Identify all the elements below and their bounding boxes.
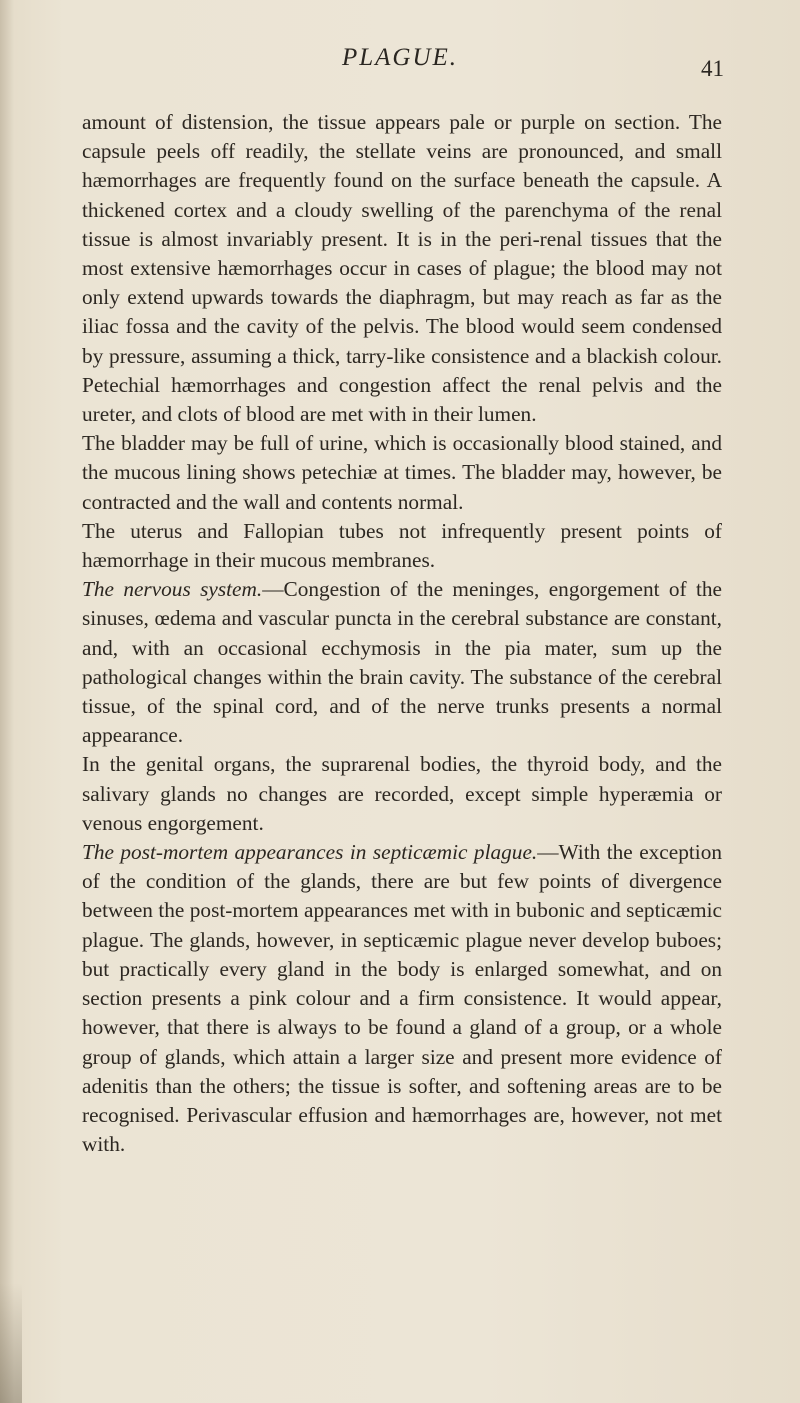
page-edge-shadow — [0, 0, 14, 1403]
paragraph — [82, 429, 722, 517]
paragraph-text: The uterus and Fallopian tubes not infrequently present points of hæmorrhage in their mucous membranes. — [82, 518, 722, 573]
paragraph-text: —Congestion of the meninges, engorgement of the sinuses, œdema and vascular puncta in the cerebral substance are constant, and, with an occasional ecchymosis in the pia mater, sum up the pathological changes within the brain cavity. The substance of the cerebral tissue, of the spinal cord, and of the nerve trunks presents a normal appearance. — [82, 577, 723, 748]
section-title: The post-mortem appearances in septicæmic plague. — [82, 840, 538, 865]
paragraph — [82, 517, 722, 575]
page-number: 41 — [701, 56, 724, 81]
paragraph-text: —With the exception of the condition of the glands, there are but few points of divergence between the post-mortem appearances met with in bubonic and septicæmic plague. The glands, however, in septicæmic plague never develop buboes; but practically every gland in the body is enlarged somewhat, and on section presents a pink colour and a firm consistence. It would appear, however, that there is always to be found a gland of a group, or a whole group of glands, which attain a larger size and present more evidence of adenitis than the others; the tissue is softer, and softening areas are to be recognised. Perivascular effusion and hæmorrhages are, however, not met with. — [82, 840, 722, 1157]
paragraph-text: The bladder may be full of urine, which is occasionally blood stained, and the mucous lining shows petechiæ at times. The bladder may, however, be contracted and the wall and contents normal. — [82, 431, 722, 514]
body-text — [82, 108, 722, 1159]
paragraph-text: amount of distension, the tissue appears pale or purple on section. The capsule peels off readily, the stellate veins are pronounced, and small hæmorrhages are frequently found on the surface beneath the capsule. A thickened cortex and a cloudy swelling of the parenchyma of the renal tissue is almost invariably present. It is in the peri-renal tissues that the most extensive hæmorrhages occur in cases of plague; the blood may not only extend upwards towards the diaphragm, but may reach as far as the iliac fossa and the cavity of the pelvis. The blood would seem condensed by pressure, assuming a thick, tarry-like consistence and a blackish colour. Petechial hæmorrhages and congestion affect the renal pelvis and the ureter, and clots of blood are met with in their lumen. — [82, 110, 722, 427]
paragraph — [82, 108, 722, 429]
paragraph — [82, 838, 722, 1159]
section-title: The nervous system. — [82, 577, 263, 602]
paragraph — [82, 575, 722, 750]
paragraph — [82, 750, 722, 838]
page-corner-shadow — [0, 1283, 22, 1403]
running-head: PLAGUE. — [341, 44, 459, 71]
paragraph-text: In the genital organs, the suprarenal bodies, the thyroid body, and the salivary glands no changes are recorded, except simple hyperæmia or venous engorgement. — [82, 752, 722, 835]
page-header — [0, 44, 800, 84]
